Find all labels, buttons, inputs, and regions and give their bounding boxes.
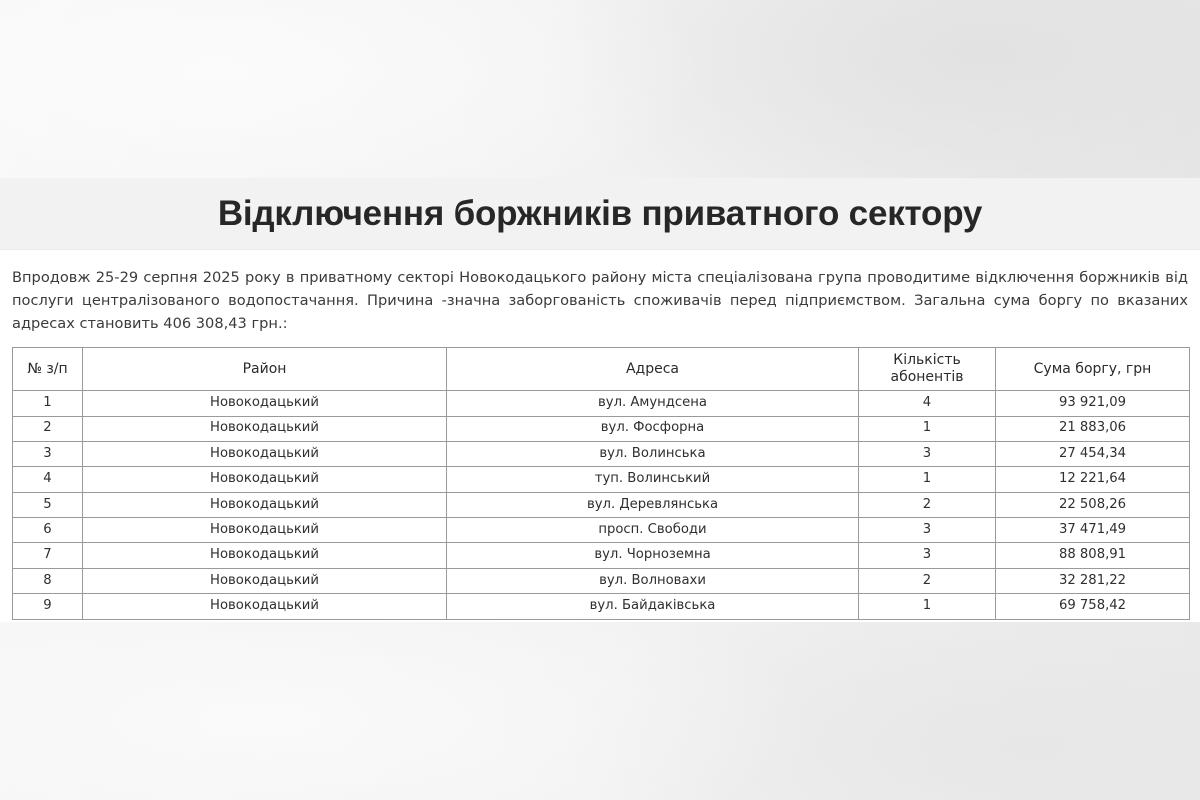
cell-row-number: 9 [13,594,83,619]
cell-debt-amount: 27 454,34 [996,441,1190,466]
cell-row-number: 4 [13,467,83,492]
table-header [13,348,1190,391]
table-row [13,518,1190,543]
cell-district: Новокодацький [83,467,447,492]
cell-subscriber-count: 4 [859,391,996,416]
cell-address: вул. Фосфорна [447,416,859,441]
cell-district: Новокодацький [83,568,447,593]
cell-row-number: 6 [13,518,83,543]
column-header-subscribers-line2: абонентів [890,369,964,386]
cell-debt-amount: 12 221,64 [996,467,1190,492]
cell-district: Новокодацький [83,391,447,416]
cell-row-number: 2 [13,416,83,441]
cell-address: вул. Волинська [447,441,859,466]
column-header-number: № з/п [13,348,83,391]
table-row [13,543,1190,568]
column-header-subscribers-line1: Кількість [893,352,961,369]
cell-district: Новокодацький [83,416,447,441]
cell-subscriber-count: 3 [859,518,996,543]
cell-row-number: 7 [13,543,83,568]
cell-district: Новокодацький [83,492,447,517]
cell-district: Новокодацький [83,441,447,466]
cell-subscriber-count: 2 [859,492,996,517]
cell-debt-amount: 21 883,06 [996,416,1190,441]
article-lead-paragraph: Впродовж 25-29 серпня 2025 року в приватному секторі Новокодацького району міста спеціалізована група проводитиме відключення боржників від послуги централізованого водопостачання. Причина -значна заборгованість споживачів перед підприємством. Загальна сума боргу по вказаних адресах становить 406 308,43 грн.: [12,269,1188,333]
table-row [13,492,1190,517]
cell-debt-amount: 93 921,09 [996,391,1190,416]
cell-district: Новокодацький [83,594,447,619]
column-header-debt: Сума боргу, грн [996,348,1190,391]
table-row [13,467,1190,492]
table-row [13,568,1190,593]
cell-address: вул. Чорноземна [447,543,859,568]
cell-address: вул. Волновахи [447,568,859,593]
table-body [13,391,1190,620]
table-row [13,416,1190,441]
backdrop-bottom [0,622,1200,800]
cell-row-number: 1 [13,391,83,416]
column-header-district: Район [83,348,447,391]
cell-address: вул. Амундсена [447,391,859,416]
content-sheet [0,178,1200,622]
cell-debt-amount: 69 758,42 [996,594,1190,619]
backdrop-top [0,0,1200,178]
cell-subscriber-count: 3 [859,441,996,466]
table-row [13,594,1190,619]
cell-debt-amount: 88 808,91 [996,543,1190,568]
cell-debt-amount: 37 471,49 [996,518,1190,543]
cell-subscriber-count: 1 [859,416,996,441]
table-header-row [13,348,1190,391]
cell-row-number: 5 [13,492,83,517]
cell-address: просп. Свободи [447,518,859,543]
cell-subscriber-count: 3 [859,543,996,568]
table-row [13,441,1190,466]
cell-address: туп. Волинський [447,467,859,492]
cell-district: Новокодацький [83,543,447,568]
cell-row-number: 3 [13,441,83,466]
cell-debt-amount: 32 281,22 [996,568,1190,593]
cell-debt-amount: 22 508,26 [996,492,1190,517]
title-band [0,178,1200,250]
cell-subscriber-count: 1 [859,594,996,619]
cell-subscriber-count: 2 [859,568,996,593]
table-row [13,391,1190,416]
cell-address: вул. Деревлянська [447,492,859,517]
article-body [0,250,1200,620]
column-header-address: Адреса [447,348,859,391]
cell-subscriber-count: 1 [859,467,996,492]
cell-row-number: 8 [13,568,83,593]
cell-address: вул. Байдаківська [447,594,859,619]
cell-district: Новокодацький [83,518,447,543]
page-title: Відключення боржників приватного сектору [217,194,983,233]
column-header-subscribers [859,348,996,391]
debtors-table [12,347,1190,620]
